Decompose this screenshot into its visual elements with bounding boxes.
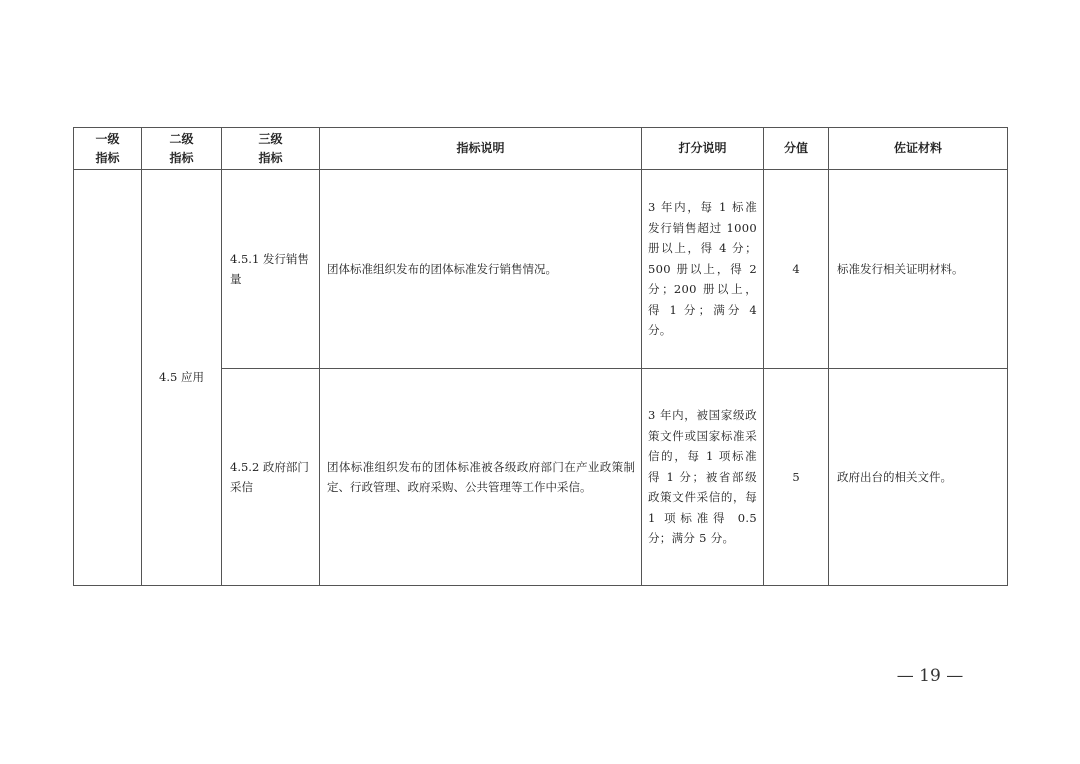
header-description: 指标说明: [320, 128, 642, 170]
level1-cell: [74, 170, 142, 586]
value-cell: 5: [764, 369, 829, 586]
header-level1: [74, 128, 142, 170]
header-level1-line1: 一级: [95, 131, 120, 146]
header-level1-line2: 指标: [95, 150, 120, 165]
scoring-cell: 3 年内，每 1 标准发行销售超过 1000 册以上，得 4 分；500 册以上，得 2 分；200 册以上，得 1 分；满分 4 分。: [642, 170, 764, 369]
evaluation-table: [73, 127, 1008, 586]
header-scoring: 打分说明: [642, 128, 764, 170]
level3-cell: 4.5.1 发行销售量: [222, 170, 320, 369]
level3-cell: 4.5.2 政府部门采信: [222, 369, 320, 586]
header-value: 分值: [764, 128, 829, 170]
header-level3-line2: 指标: [258, 150, 283, 165]
evidence-cell: 标准发行相关证明材料。: [829, 170, 1008, 369]
description-cell: 团体标准组织发布的团体标准发行销售情况。: [320, 170, 642, 369]
header-level2-line1: 二级: [169, 131, 194, 146]
header-level2: [142, 128, 222, 170]
table-row: [74, 170, 1008, 369]
page-number: — 19 —: [896, 666, 964, 686]
header-level3-line1: 三级: [258, 131, 283, 146]
description-cell: 团体标准组织发布的团体标准被各级政府部门在产业政策制定、行政管理、政府采购、公共管理等工作中采信。: [320, 369, 642, 586]
value-cell: 4: [764, 170, 829, 369]
evidence-cell: 政府出台的相关文件。: [829, 369, 1008, 586]
level2-cell: 4.5 应用: [142, 170, 222, 586]
scoring-cell: 3 年内，被国家级政策文件或国家标准采信的，每 1 项标准得 1 分；被省部级政策文件采信的，每 1 项标准得 0.5 分；满分 5 分。: [642, 369, 764, 586]
header-evidence: 佐证材料: [829, 128, 1008, 170]
header-level3: [222, 128, 320, 170]
table-header-row: [74, 128, 1008, 170]
header-level2-line2: 指标: [169, 150, 194, 165]
